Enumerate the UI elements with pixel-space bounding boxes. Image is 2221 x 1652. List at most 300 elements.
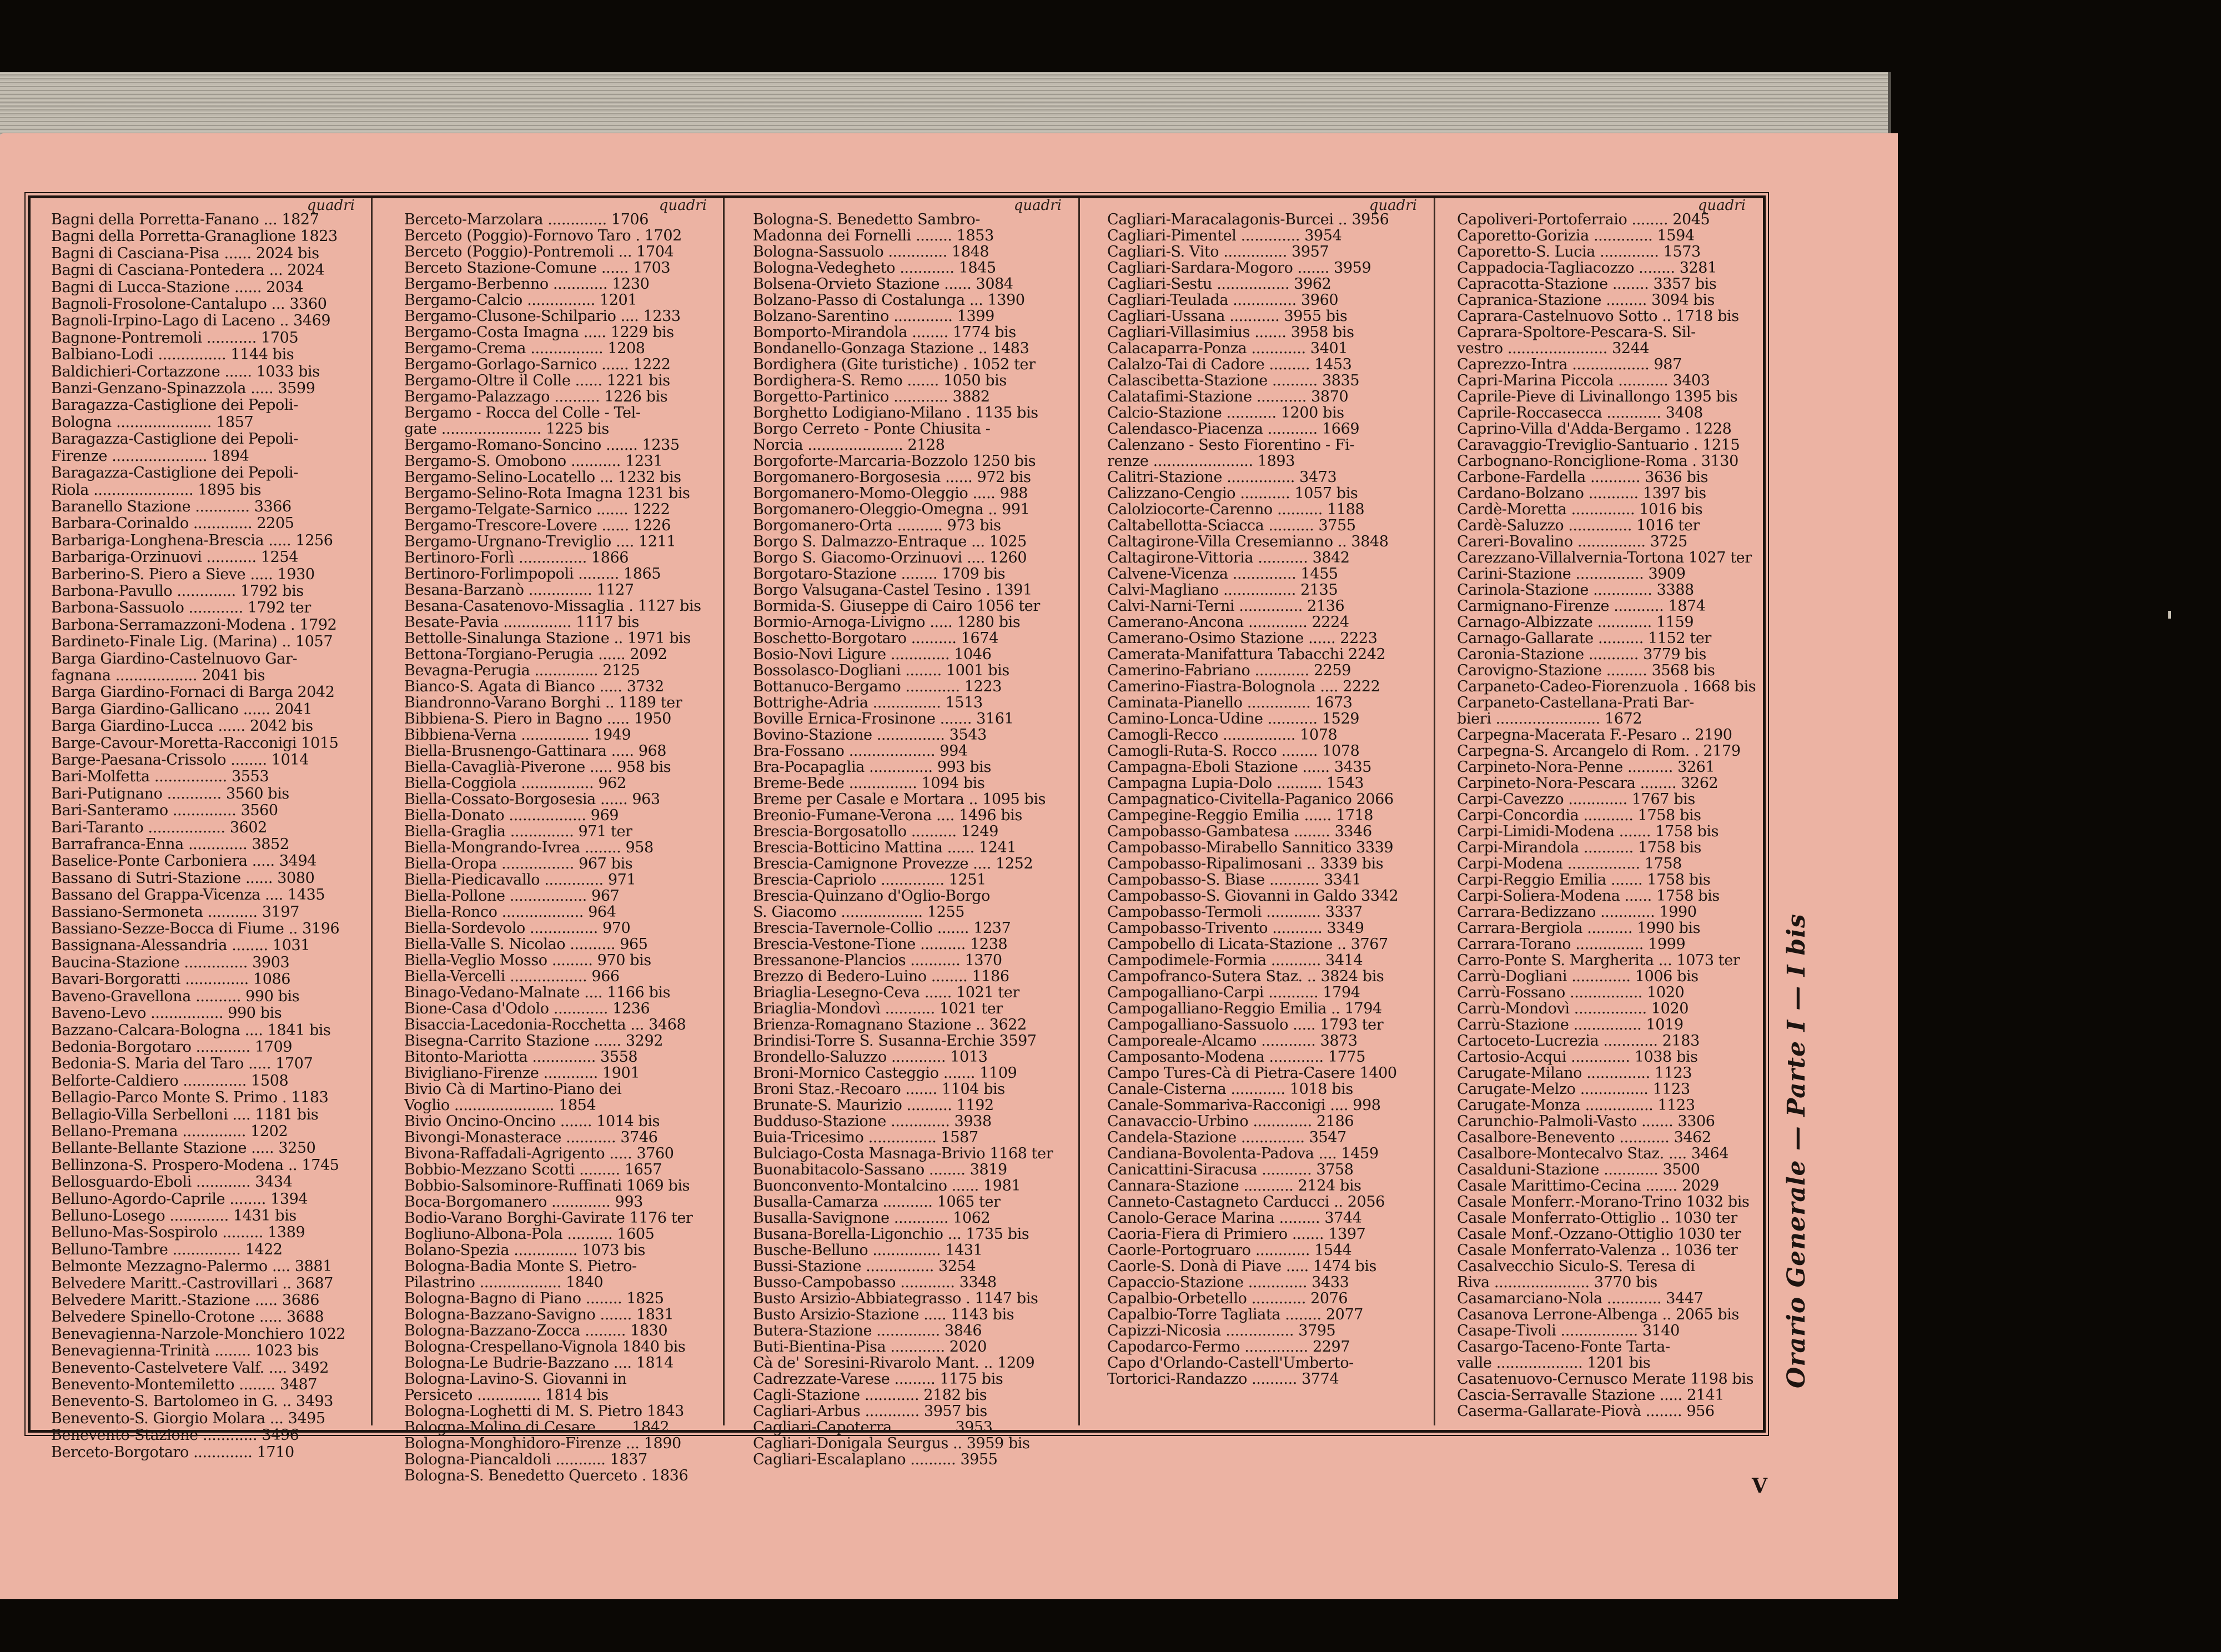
- index-entry: Biella-Coggiola ................ 962: [404, 775, 626, 792]
- index-entry: Barrafranca-Enna ............. 3852: [51, 836, 289, 853]
- index-entry: Carrù-Dogliani ............. 1006 bis: [1457, 968, 1699, 985]
- index-entry: Carinola-Stazione ............. 3388: [1457, 581, 1694, 599]
- index-entry: Bogliuno-Albona-Pola .......... 1605: [404, 1226, 655, 1243]
- index-entry: Bertinoro-Forlì ............... 1866: [404, 549, 629, 566]
- index-entry: Bordighera-S. Remo ....... 1050 bis: [753, 372, 1007, 389]
- index-entry: Bettona-Torgiano-Perugia ...... 2092: [404, 646, 667, 663]
- index-entry: Caporetto-S. Lucia ............. 1573: [1457, 243, 1701, 260]
- index-entry: Bergamo-Selino-Locatello ... 1232 bis: [404, 469, 681, 486]
- index-entry: Bari-Putignano ............ 3560 bis: [51, 785, 289, 802]
- index-entry: Bologna-Vedegheto ............ 1845: [753, 259, 996, 277]
- index-entry: Carpi-Concordia ........... 1758 bis: [1457, 807, 1701, 824]
- index-entry: Bellosguardo-Eboli ............ 3434: [51, 1173, 293, 1191]
- index-entry: Bivigliano-Firenze ............ 1901: [404, 1064, 640, 1082]
- index-entry: Bitonto-Mariotta .............. 3558: [404, 1048, 638, 1066]
- index-entry: Belluno-Losego ............. 1431 bis: [51, 1207, 297, 1224]
- index-entry: Cardè-Moretta .............. 1016 bis: [1457, 501, 1703, 518]
- index-entry: bieri ....................... 1672: [1457, 710, 1642, 727]
- index-entry: Caltagirone-Villa Cresemianno .. 3848: [1107, 533, 1389, 550]
- index-entry: Carpineto-Nora-Pescara ........ 3262: [1457, 775, 1718, 792]
- index-entry: Bassano del Grappa-Vicenza .... 1435: [51, 886, 325, 904]
- index-entry: Bivio Oncino-Oncino ....... 1014 bis: [404, 1113, 660, 1130]
- index-entry: Campobasso-S. Giovanni in Galdo 3342: [1107, 887, 1399, 905]
- index-entry: Camerano-Ancona ............. 2224: [1107, 614, 1349, 631]
- index-entry: Caprara-Spoltore-Pescara-S. Sil-: [1457, 324, 1696, 341]
- index-entry: Buti-Bientina-Pisa ............ 2020: [753, 1338, 987, 1355]
- index-entry: Riva ..................... 3770 bis: [1457, 1274, 1657, 1291]
- index-entry: Carezzano-Villalvernia-Tortona 1027 ter: [1457, 549, 1752, 566]
- index-entry: Caravaggio-Treviglio-Santuario . 1215: [1457, 436, 1740, 454]
- index-entry: Biella-Veglio Mosso ......... 970 bis: [404, 952, 651, 969]
- index-entry: Carrù-Mondovì ................ 1020: [1457, 1000, 1689, 1017]
- index-entry: Campobasso-Trivento ........... 3349: [1107, 920, 1364, 937]
- index-entry: Campobasso-Ripalimosani .. 3339 bis: [1107, 855, 1384, 872]
- index-entry: Brescia-Capriolo .............. 1251: [753, 871, 986, 888]
- index-entry: Busalla-Savignone ............ 1062: [753, 1209, 991, 1227]
- page-edges: [0, 72, 1891, 139]
- index-entry: Brienza-Romagnano Stazione .. 3622: [753, 1016, 1027, 1033]
- column-header: quadri: [1369, 197, 1417, 214]
- index-entry: Brescia-Camignone Provezze .... 1252: [753, 855, 1033, 872]
- index-entry: Borgo Valsugana-Castel Tesino . 1391: [753, 581, 1032, 599]
- index-entry: Casalduni-Stazione ............ 3500: [1457, 1161, 1700, 1178]
- index-entry: Baragazza-Castiglione dei Pepoli-: [51, 396, 298, 414]
- index-entry: Campo Tures-Cà di Pietra-Casere 1400: [1107, 1064, 1397, 1082]
- index-entry: Cagliari-Ussana ........... 3955 bis: [1107, 308, 1348, 325]
- column-header: quadri: [1013, 197, 1062, 214]
- index-entry: Camerino-Fabriano ............ 2259: [1107, 662, 1351, 679]
- index-entry: renze ...................... 1893: [1107, 453, 1295, 470]
- index-entry: Biella-Graglia .............. 971 ter: [404, 823, 632, 840]
- index-entry: Brescia-Quinzano d'Oglio-Borgo: [753, 887, 990, 905]
- index-entry: Bergamo-Gorlago-Sarnico ...... 1222: [404, 356, 671, 373]
- column-divider: [371, 198, 373, 1425]
- index-entry: Casalvecchio Siculo-S. Teresa di: [1457, 1258, 1695, 1275]
- index-entry: Cagliari-Arbus ............ 3957 bis: [753, 1403, 987, 1420]
- index-entry: Barberino-S. Piero a Sieve ..... 1930: [51, 565, 315, 583]
- index-entry: Bergamo-Romano-Soncino ....... 1235: [404, 436, 680, 454]
- index-entry: Canicattini-Siracusa ........... 3758: [1107, 1161, 1354, 1178]
- index-entry: Belmonte Mezzagno-Palermo .... 3881: [51, 1258, 332, 1276]
- index-entry: Bisegna-Carrito Stazione ...... 3292: [404, 1032, 663, 1050]
- column-header: quadri: [306, 197, 355, 214]
- index-entry: Buonabitacolo-Sassano ........ 3819: [753, 1161, 1007, 1178]
- index-entry: Briaglia-Mondovì ........... 1021 ter: [753, 1000, 1003, 1017]
- index-entry: Bergamo-Berbenno ............ 1230: [404, 275, 650, 293]
- index-entry: Carunchio-Palmoli-Vasto ....... 3306: [1457, 1113, 1715, 1130]
- index-entry: Capalbio-Orbetello ............ 2076: [1107, 1290, 1348, 1307]
- index-entry: Busso-Campobasso ............ 3348: [753, 1274, 997, 1291]
- index-entry: Carrù-Fossano ................ 1020: [1457, 984, 1685, 1001]
- index-entry: Calascibetta-Stazione .......... 3835: [1107, 372, 1360, 389]
- index-entry: Carnago-Albizzate ............ 1159: [1457, 614, 1694, 631]
- index-entry: Bellagio-Villa Serbelloni .... 1181 bis: [51, 1106, 319, 1123]
- index-entry: Carrara-Torano ............... 1999: [1457, 936, 1686, 953]
- index-entry: Carpi-Soliera-Modena ...... 1758 bis: [1457, 887, 1720, 905]
- index-entry: Bivio Cà di Martino-Piano dei: [404, 1081, 622, 1098]
- index-entry: Camino-Lonca-Udine ........... 1529: [1107, 710, 1360, 727]
- index-entry: Bergamo-Selino-Rota Imagna 1231 bis: [404, 485, 690, 502]
- index-entry: Caprezzo-Intra ................. 987: [1457, 356, 1682, 373]
- index-entry: Banzi-Genzano-Spinazzola ..... 3599: [51, 380, 315, 398]
- index-entry: Bergamo-Telgate-Sarnico ....... 1222: [404, 501, 670, 518]
- index-entry: Belvedere Maritt.-Castrovillari .. 3687: [51, 1274, 333, 1292]
- index-entry: Caorle-S. Donà di Piave ..... 1474 bis: [1107, 1258, 1376, 1275]
- index-entry: Bibbiena-Verna ............... 1949: [404, 726, 631, 744]
- index-entry: Campobello di Licata-Stazione .. 3767: [1107, 936, 1388, 953]
- index-entry: Berceto (Poggio)-Pontremoli ... 1704: [404, 243, 674, 260]
- index-entry: Baldichieri-Cortazzone ...... 1033 bis: [51, 363, 320, 380]
- index-entry: Borgo S. Giacomo-Orzinuovi .... 1260: [753, 549, 1027, 566]
- index-entry: Carrara-Bedizzano ............ 1990: [1457, 903, 1697, 921]
- index-entry: Camerata-Manifattura Tabacchi 2242: [1107, 646, 1386, 663]
- index-entry: Camposanto-Modena ............ 1775: [1107, 1048, 1365, 1066]
- index-entry: Baranello Stazione ............ 3366: [51, 498, 292, 515]
- index-entry: Bergamo-Oltre il Colle ...... 1221 bis: [404, 372, 670, 389]
- index-entry: Capracotta-Stazione ........ 3357 bis: [1457, 275, 1717, 293]
- index-entry: Brescia-Borgosatollo .......... 1249: [753, 823, 998, 840]
- index-entry: Campegine-Reggio Emilia ...... 1718: [1107, 807, 1374, 824]
- index-entry: Bologna-Piancaldoli ........... 1837: [404, 1451, 647, 1468]
- index-entry: Barga Giardino-Gallicano ...... 2041: [51, 700, 313, 718]
- index-entry: Boville Ernica-Frosinone ....... 3161: [753, 710, 1014, 727]
- index-entry: Cagli-Stazione ............ 2182 bis: [753, 1387, 987, 1404]
- index-entry: Barbara-Corinaldo ............. 2205: [51, 515, 294, 533]
- index-entry: Borgomanero-Momo-Oleggio ..... 988: [753, 485, 1028, 502]
- index-entry: Brezzo di Bedero-Luino ........ 1186: [753, 968, 1009, 985]
- index-entry: Budduso-Stazione ............. 3938: [753, 1113, 992, 1130]
- index-entry: Carpi-Cavezzo ............. 1767 bis: [1457, 791, 1695, 808]
- index-column-4: [1081, 198, 1430, 1425]
- index-entry: Bormida-S. Giuseppe di Cairo 1056 ter: [753, 597, 1040, 615]
- index-entry: gate ...................... 1225 bis: [404, 420, 609, 438]
- index-entry: Carpi-Limidi-Modena ....... 1758 bis: [1457, 823, 1719, 840]
- index-entry: Breme per Casale e Mortara .. 1095 bis: [753, 791, 1046, 808]
- index-entry: Bagnoli-Irpino-Lago di Laceno .. 3469: [51, 312, 331, 330]
- index-entry: Bomporto-Mirandola ........ 1774 bis: [753, 324, 1016, 341]
- index-entry: Barbariga-Longhena-Brescia ..... 1256: [51, 531, 333, 549]
- index-entry: Calitri-Stazione ............... 3473: [1107, 469, 1337, 486]
- index-entry: Bergamo-Costa Imagna ..... 1229 bis: [404, 324, 674, 341]
- column-divider: [1434, 198, 1435, 1425]
- index-entry: Barbariga-Orzinuovi ........... 1254: [51, 549, 298, 566]
- index-entry: Casale Monferrato-Ottiglio .. 1030 ter: [1457, 1209, 1737, 1227]
- index-entry: Caminata-Pianello .............. 1673: [1107, 694, 1353, 711]
- index-entry: Cagliari-Maracalagonis-Burcei .. 3956: [1107, 211, 1389, 228]
- index-entry: Carro-Ponte S. Margherita ... 1073 ter: [1457, 952, 1740, 969]
- column-header: quadri: [1697, 197, 1746, 214]
- index-entry: Bassignana-Alessandria ........ 1031: [51, 937, 310, 955]
- index-entry: Bellano-Premana .............. 1202: [51, 1122, 288, 1140]
- index-entry: Barbona-Pavullo ............. 1792 bis: [51, 582, 304, 600]
- index-entry: Bra-Pocapaglia .............. 993 bis: [753, 759, 991, 776]
- index-entry: Campagna Lupia-Dolo .......... 1543: [1107, 775, 1364, 792]
- index-entry: Cardè-Saluzzo .............. 1016 ter: [1457, 517, 1700, 534]
- index-entry: Balbiano-Lodi ............... 1144 bis: [51, 346, 294, 364]
- index-entry: Bolsena-Orvieto Stazione ...... 3084: [753, 275, 1013, 293]
- index-entry: Brindisi-Torre S. Susanna-Erchie 3597: [753, 1032, 1037, 1050]
- index-entry: Boschetto-Borgotaro .......... 1674: [753, 630, 998, 647]
- index-entry: Cagliari-Capoterra ............ 3953: [753, 1419, 993, 1436]
- index-entry: Cardano-Bolzano ........... 1397 bis: [1457, 485, 1706, 502]
- index-column-1: [32, 197, 368, 1461]
- index-entry: Cagliari-Teulada .............. 3960: [1107, 292, 1339, 309]
- index-entry: Brescia-Vestone-Tione .......... 1238: [753, 936, 1008, 953]
- index-entry: Careri-Bovalino ............... 3725: [1457, 533, 1687, 550]
- index-entry: Calalzo-Tai di Cadore ......... 1453: [1107, 356, 1352, 373]
- index-entry: Busana-Borella-Ligonchio ... 1735 bis: [753, 1226, 1029, 1243]
- index-entry: Borgetto-Partinico ............ 3882: [753, 388, 990, 405]
- index-entry: Bologna-Bazzano-Savigno ....... 1831: [404, 1306, 674, 1323]
- index-entry: Carini-Stazione ............... 3909: [1457, 565, 1686, 583]
- index-entry: Calvi-Magliano ................ 2135: [1107, 581, 1338, 599]
- index-entry: Caprino-Villa d'Adda-Bergamo . 1228: [1457, 420, 1732, 438]
- index-entry: Bettolle-Sinalunga Stazione .. 1971 bis: [404, 630, 691, 647]
- index-entry: Voglio ...................... 1854: [404, 1097, 596, 1114]
- index-entry: Carpi-Mirandola ........... 1758 bis: [1457, 839, 1701, 856]
- index-entry: Bergamo - Rocca del Colle - Tel-: [404, 404, 641, 421]
- index-entry: Calvi-Narni-Terni .............. 2136: [1107, 597, 1345, 615]
- index-entry: Canale-Sommariva-Racconigi .... 998: [1107, 1097, 1381, 1114]
- index-entry: Caltagirone-Vittoria ........... 3842: [1107, 549, 1350, 566]
- index-entry: Borgomanero-Oleggio-Omegna .. 991: [753, 501, 1030, 518]
- index-entry: Carpi-Reggio Emilia ....... 1758 bis: [1457, 871, 1711, 888]
- index-entry: Carpaneto-Castellana-Prati Bar-: [1457, 694, 1694, 711]
- index-column-3: [725, 197, 1075, 1468]
- index-entry: Bagni di Casciana-Pontedera ... 2024: [51, 262, 325, 279]
- index-entry: Bra-Fossano ................... 994: [753, 742, 968, 760]
- index-entry: Campagnatico-Civitella-Paganico 2066: [1107, 791, 1394, 808]
- index-entry: Caprile-Roccasecca ............ 3408: [1457, 404, 1703, 421]
- index-entry: Bellinzona-S. Prospero-Modena .. 1745: [51, 1156, 339, 1174]
- index-entry: Baragazza-Castiglione dei Pepoli-: [51, 430, 298, 448]
- index-entry: Biella-Cavaglià-Piverone ..... 958 bis: [404, 759, 671, 776]
- index-entry: Campobasso-Gambatesa ........ 3346: [1107, 823, 1372, 840]
- index-entry: Busto Arsizio-Abbiategrasso . 1147 bis: [753, 1290, 1038, 1307]
- index-entry: Bergamo-Crema ................ 1208: [404, 340, 645, 357]
- index-entry: Borghetto Lodigiano-Milano . 1135 bis: [753, 404, 1038, 421]
- index-entry: S. Giacomo .................. 1255: [753, 903, 964, 921]
- index-entry: Cappadocia-Tagliacozzo ........ 3281: [1457, 259, 1717, 277]
- index-entry: Baragazza-Castiglione dei Pepoli-: [51, 464, 298, 482]
- index-entry: Carpi-Modena ................ 1758: [1457, 855, 1682, 872]
- index-entry: Bellante-Bellante Stazione ..... 3250: [51, 1139, 316, 1157]
- index-entry: Borgo S. Dalmazzo-Entraque ... 1025: [753, 533, 1027, 550]
- index-entry: Norcia ..................... 2128: [753, 436, 945, 454]
- index-entry: Bobbio-Mezzano Scotti ......... 1657: [404, 1161, 662, 1178]
- index-entry: Bergamo-Trescore-Lovere ...... 1226: [404, 517, 671, 534]
- index-entry: Besana-Barzanò .............. 1127: [404, 581, 634, 599]
- index-entry: Bologna-Le Budrie-Bazzano .... 1814: [404, 1354, 674, 1372]
- index-entry: Berceto-Marzolara ............. 1706: [404, 211, 649, 228]
- index-entry: Canavaccio-Urbino ............. 2186: [1107, 1113, 1354, 1130]
- index-entry: Carpegna-S. Arcangelo di Rom. . 2179: [1457, 742, 1741, 760]
- index-entry: Berceto (Poggio)-Fornovo Taro . 1702: [404, 227, 682, 244]
- index-entry: Barga Giardino-Fornaci di Barga 2042: [51, 684, 335, 701]
- dust-speck: [2168, 611, 2171, 619]
- index-entry: Cannara-Stazione ........... 2124 bis: [1107, 1177, 1361, 1194]
- index-entry: Campogalliano-Sassuolo ..... 1793 ter: [1107, 1016, 1384, 1033]
- index-entry: Caorle-Portogruaro ............ 1544: [1107, 1242, 1352, 1259]
- index-entry: Bologna-Bagno di Piano ........ 1825: [404, 1290, 664, 1307]
- index-entry: Bisaccia-Lacedonia-Rocchetta ... 3468: [404, 1016, 686, 1033]
- index-entry: Camerano-Osimo Stazione ...... 2223: [1107, 630, 1378, 647]
- index-entry: Carpegna-Macerata F.-Pesaro .. 2190: [1457, 726, 1732, 744]
- index-entry: Biella-Vercelli ................. 966: [404, 968, 620, 985]
- index-entry: Calatafimi-Stazione ........... 3870: [1107, 388, 1349, 405]
- index-entry: Bianco-S. Agata di Bianco ..... 3732: [404, 678, 664, 695]
- index-entry: Capoliveri-Portoferraio ........ 2045: [1457, 211, 1710, 228]
- index-entry: valle ................... 1201 bis: [1457, 1354, 1651, 1372]
- index-entry: Biella-Pollone ................. 967: [404, 887, 620, 905]
- index-entry: Bologna-S. Benedetto Sambro-: [753, 211, 981, 228]
- index-entry: Campagna-Eboli Stazione ...... 3435: [1107, 759, 1372, 776]
- index-entry: Bertinoro-Forlimpopoli ......... 1865: [404, 565, 661, 583]
- index-entry: Canale-Cisterna ............ 1018 bis: [1107, 1081, 1353, 1098]
- index-entry: Bagni della Porretta-Fanano ... 1827: [51, 211, 319, 228]
- index-entry: Carmignano-Firenze ........... 1874: [1457, 597, 1706, 615]
- index-entry: Barga Giardino-Castelnuovo Gar-: [51, 650, 298, 667]
- index-entry: Madonna dei Fornelli ........ 1853: [753, 227, 994, 244]
- index-entry: Borgotaro-Stazione ........ 1709 bis: [753, 565, 1006, 583]
- index-entry: Brondello-Saluzzo ............ 1013: [753, 1048, 988, 1066]
- index-entry: Capranica-Stazione ......... 3094 bis: [1457, 292, 1715, 309]
- index-entry: Carpaneto-Cadeo-Fiorenzuola . 1668 bis: [1457, 678, 1756, 695]
- index-entry: Bormio-Arnoga-Livigno ..... 1280 bis: [753, 614, 1021, 631]
- index-entry: Carugate-Melzo ............... 1123: [1457, 1081, 1690, 1098]
- index-entry: Broni-Mornico Casteggio ....... 1109: [753, 1064, 1017, 1082]
- index-entry: Bordighera (Gite turistiche) . 1052 ter: [753, 356, 1036, 373]
- index-column-5: [1436, 198, 1759, 1425]
- index-entry: Benevagienna-Narzole-Monchiero 1022: [51, 1325, 346, 1343]
- index-entry: Biella-Valle S. Nicolao .......... 965: [404, 936, 648, 953]
- index-entry: Bardineto-Finale Lig. (Marina) .. 1057: [51, 633, 333, 651]
- index-entry: Calolziocorte-Carenno .......... 1188: [1107, 501, 1365, 518]
- index-entry: Brescia-Botticino Mattina ...... 1241: [753, 839, 1017, 856]
- index-entry: Bellagio-Parco Monte S. Primo . 1183: [51, 1089, 329, 1107]
- index-entry: Campogalliano-Carpi ........... 1794: [1107, 984, 1360, 1001]
- index-entry: Bevagna-Perugia .............. 2125: [404, 662, 640, 679]
- index-entry: Bavari-Borgoratti .............. 1086: [51, 971, 291, 988]
- index-entry: Bologna-Crespellano-Vignola 1840 bis: [404, 1338, 686, 1355]
- index-entry: Bassano di Sutri-Stazione ...... 3080: [51, 869, 315, 887]
- index-entry: Cartosio-Acqui ............. 1038 bis: [1457, 1048, 1698, 1066]
- index-entry: Berceto-Borgotaro ............. 1710: [51, 1443, 294, 1461]
- index-entry: Benevagienna-Trinità ........ 1023 bis: [51, 1342, 319, 1360]
- index-entry: Bobbio-Salsominore-Ruffinati 1069 bis: [404, 1177, 690, 1194]
- index-entry: Caprile-Pieve di Livinallongo 1395 bis: [1457, 388, 1738, 405]
- index-entry: Cadrezzate-Varese ......... 1175 bis: [753, 1370, 1003, 1388]
- index-entry: Bressanone-Plancios ........... 1370: [753, 952, 1002, 969]
- index-entry: Biella-Brusnengo-Gattinara ..... 968: [404, 742, 667, 760]
- index-entry: Bergamo-S. Omobono ........... 1231: [404, 453, 663, 470]
- index-entry: Capo d'Orlando-Castell'Umberto-: [1107, 1354, 1354, 1372]
- index-entry: Busalla-Camarza ........... 1065 ter: [753, 1193, 1001, 1211]
- index-entry: Benevento-Montemiletto ........ 3487: [51, 1376, 318, 1394]
- index-entry: Butera-Stazione .............. 3846: [753, 1322, 982, 1339]
- index-entry: Persiceto .............. 1814 bis: [404, 1387, 609, 1404]
- index-entry: Brescia-Tavernole-Collio ....... 1237: [753, 920, 1011, 937]
- column-divider: [1078, 198, 1080, 1425]
- index-entry: Casape-Tivoli ................. 3140: [1457, 1322, 1680, 1339]
- index-entry: Carbone-Fardella ........... 3636 bis: [1457, 469, 1709, 486]
- index-entry: Bassiano-Sermoneta ........... 3197: [51, 903, 299, 921]
- index-entry: Firenze ..................... 1894: [51, 447, 249, 465]
- index-entry: Casatenuovo-Cernusco Merate 1198 bis: [1457, 1370, 1754, 1388]
- index-entry: Belluno-Mas-Sospirolo ......... 1389: [51, 1224, 305, 1242]
- index-entry: Carbognano-Ronciglione-Roma . 3130: [1457, 453, 1738, 470]
- index-entry: Carugate-Monza ............... 1123: [1457, 1097, 1695, 1114]
- index-entry: Caronia-Stazione ........... 3779 bis: [1457, 646, 1706, 663]
- index-entry: Bolano-Spezia .............. 1073 bis: [404, 1242, 645, 1259]
- index-entry: Bosio-Novi Ligure ............. 1046: [753, 646, 992, 663]
- index-entry: Cascia-Serravalle Stazione ..... 2141: [1457, 1387, 1725, 1404]
- index-entry: vestro ...................... 3244: [1457, 340, 1650, 357]
- index-entry: Camogli-Recco ................ 1078: [1107, 726, 1338, 744]
- index-entry: Bedonia-S. Maria del Taro ..... 1707: [51, 1055, 313, 1073]
- index-entry: Canolo-Gerace Marina ......... 3744: [1107, 1209, 1362, 1227]
- index-entry: Bergamo-Palazzago .......... 1226 bis: [404, 388, 668, 405]
- index-entry: Caserma-Gallarate-Piovà ........ 956: [1457, 1403, 1715, 1420]
- index-entry: Cagliari-Pimentel ............. 3954: [1107, 227, 1342, 244]
- index-entry: Camogli-Ruta-S. Rocco ........ 1078: [1107, 742, 1360, 760]
- index-entry: Campobasso-Mirabello Sannitico 3339: [1107, 839, 1394, 856]
- index-entry: Bergamo-Calcio ............... 1201: [404, 292, 637, 309]
- index-entry: Campogalliano-Reggio Emilia .. 1794: [1107, 1000, 1382, 1017]
- index-entry: Casalbore-Benevento ........... 3462: [1457, 1129, 1711, 1146]
- index-entry: Calenzano - Sesto Fiorentino - Fi-: [1107, 436, 1355, 454]
- index-entry: Briaglia-Lesegno-Ceva ...... 1021 ter: [753, 984, 1019, 1001]
- index-entry: Campofranco-Sutera Staz. .. 3824 bis: [1107, 968, 1384, 985]
- index-entry: Carovigno-Stazione ......... 3568 bis: [1457, 662, 1715, 679]
- index-entry: Biella-Sordevolo ............... 970: [404, 920, 631, 937]
- index-entry: Bolzano-Sarentino ............. 1399: [753, 308, 994, 325]
- index-entry: Bologna-S. Benedetto Querceto . 1836: [404, 1467, 689, 1484]
- index-entry: Benevento-Stazione ............ 3496: [51, 1427, 299, 1444]
- index-entry: Bione-Casa d'Odolo ............ 1236: [404, 1000, 650, 1017]
- index-entry: fagnana .................. 2041 bis: [51, 666, 265, 684]
- index-entry: Riola ...................... 1895 bis: [51, 481, 262, 499]
- column-header: quadri: [659, 197, 707, 214]
- index-entry: Candela-Stazione .............. 3547: [1107, 1129, 1346, 1146]
- index-entry: Belluno-Agordo-Caprile ........ 1394: [51, 1190, 308, 1208]
- index-entry: Casalbore-Montecalvo Staz. .... 3464: [1457, 1145, 1729, 1162]
- index-entry: Bari-Santeramo .............. 3560: [51, 802, 278, 820]
- index-entry: Pilastrino .................. 1840: [404, 1274, 604, 1291]
- index-entry: Boca-Borgomanero ............. 993: [404, 1193, 643, 1211]
- index-entry: Caltabellotta-Sciacca .......... 3755: [1107, 517, 1356, 534]
- index-entry: Cagliari-Sardara-Mogoro ....... 3959: [1107, 259, 1371, 277]
- index-entry: Breme-Bede ............... 1094 bis: [753, 775, 985, 792]
- index-entry: Casale Marittimo-Cecina ....... 2029: [1457, 1177, 1719, 1194]
- index-entry: Biella-Cossato-Borgosesia ...... 963: [404, 791, 660, 808]
- index-entry: Bagnoli-Frosolone-Cantalupo ... 3360: [51, 295, 327, 313]
- index-entry: Bibbiena-S. Piero in Bagno ..... 1950: [404, 710, 671, 727]
- index-entry: Capizzi-Nicosia ............... 3795: [1107, 1322, 1336, 1339]
- index-entry: Borgomanero-Orta .......... 973 bis: [753, 517, 1001, 534]
- index-entry: Bagnone-Pontremoli ........... 1705: [51, 329, 299, 347]
- index-entry: Camerino-Fiastra-Bolognola .... 2222: [1107, 678, 1380, 695]
- index-entry: Caoria-Fiera di Primiero ....... 1397: [1107, 1226, 1366, 1243]
- index-entry: Busto Arsizio-Stazione ..... 1143 bis: [753, 1306, 1014, 1323]
- index-entry: Casargo-Taceno-Fonte Tarta-: [1457, 1338, 1670, 1355]
- index-entry: Broni Staz.-Recoaro ....... 1104 bis: [753, 1081, 1005, 1098]
- index-entry: Casamarciano-Nola ............ 3447: [1457, 1290, 1704, 1307]
- index-entry: Bologna-Badia Monte S. Pietro-: [404, 1258, 637, 1275]
- index-entry: Bivona-Raffadali-Agrigento ..... 3760: [404, 1145, 674, 1162]
- index-entry: Baselice-Ponte Carboniera ..... 3494: [51, 852, 316, 870]
- index-entry: Barge-Cavour-Moretta-Racconigi 1015: [51, 734, 339, 752]
